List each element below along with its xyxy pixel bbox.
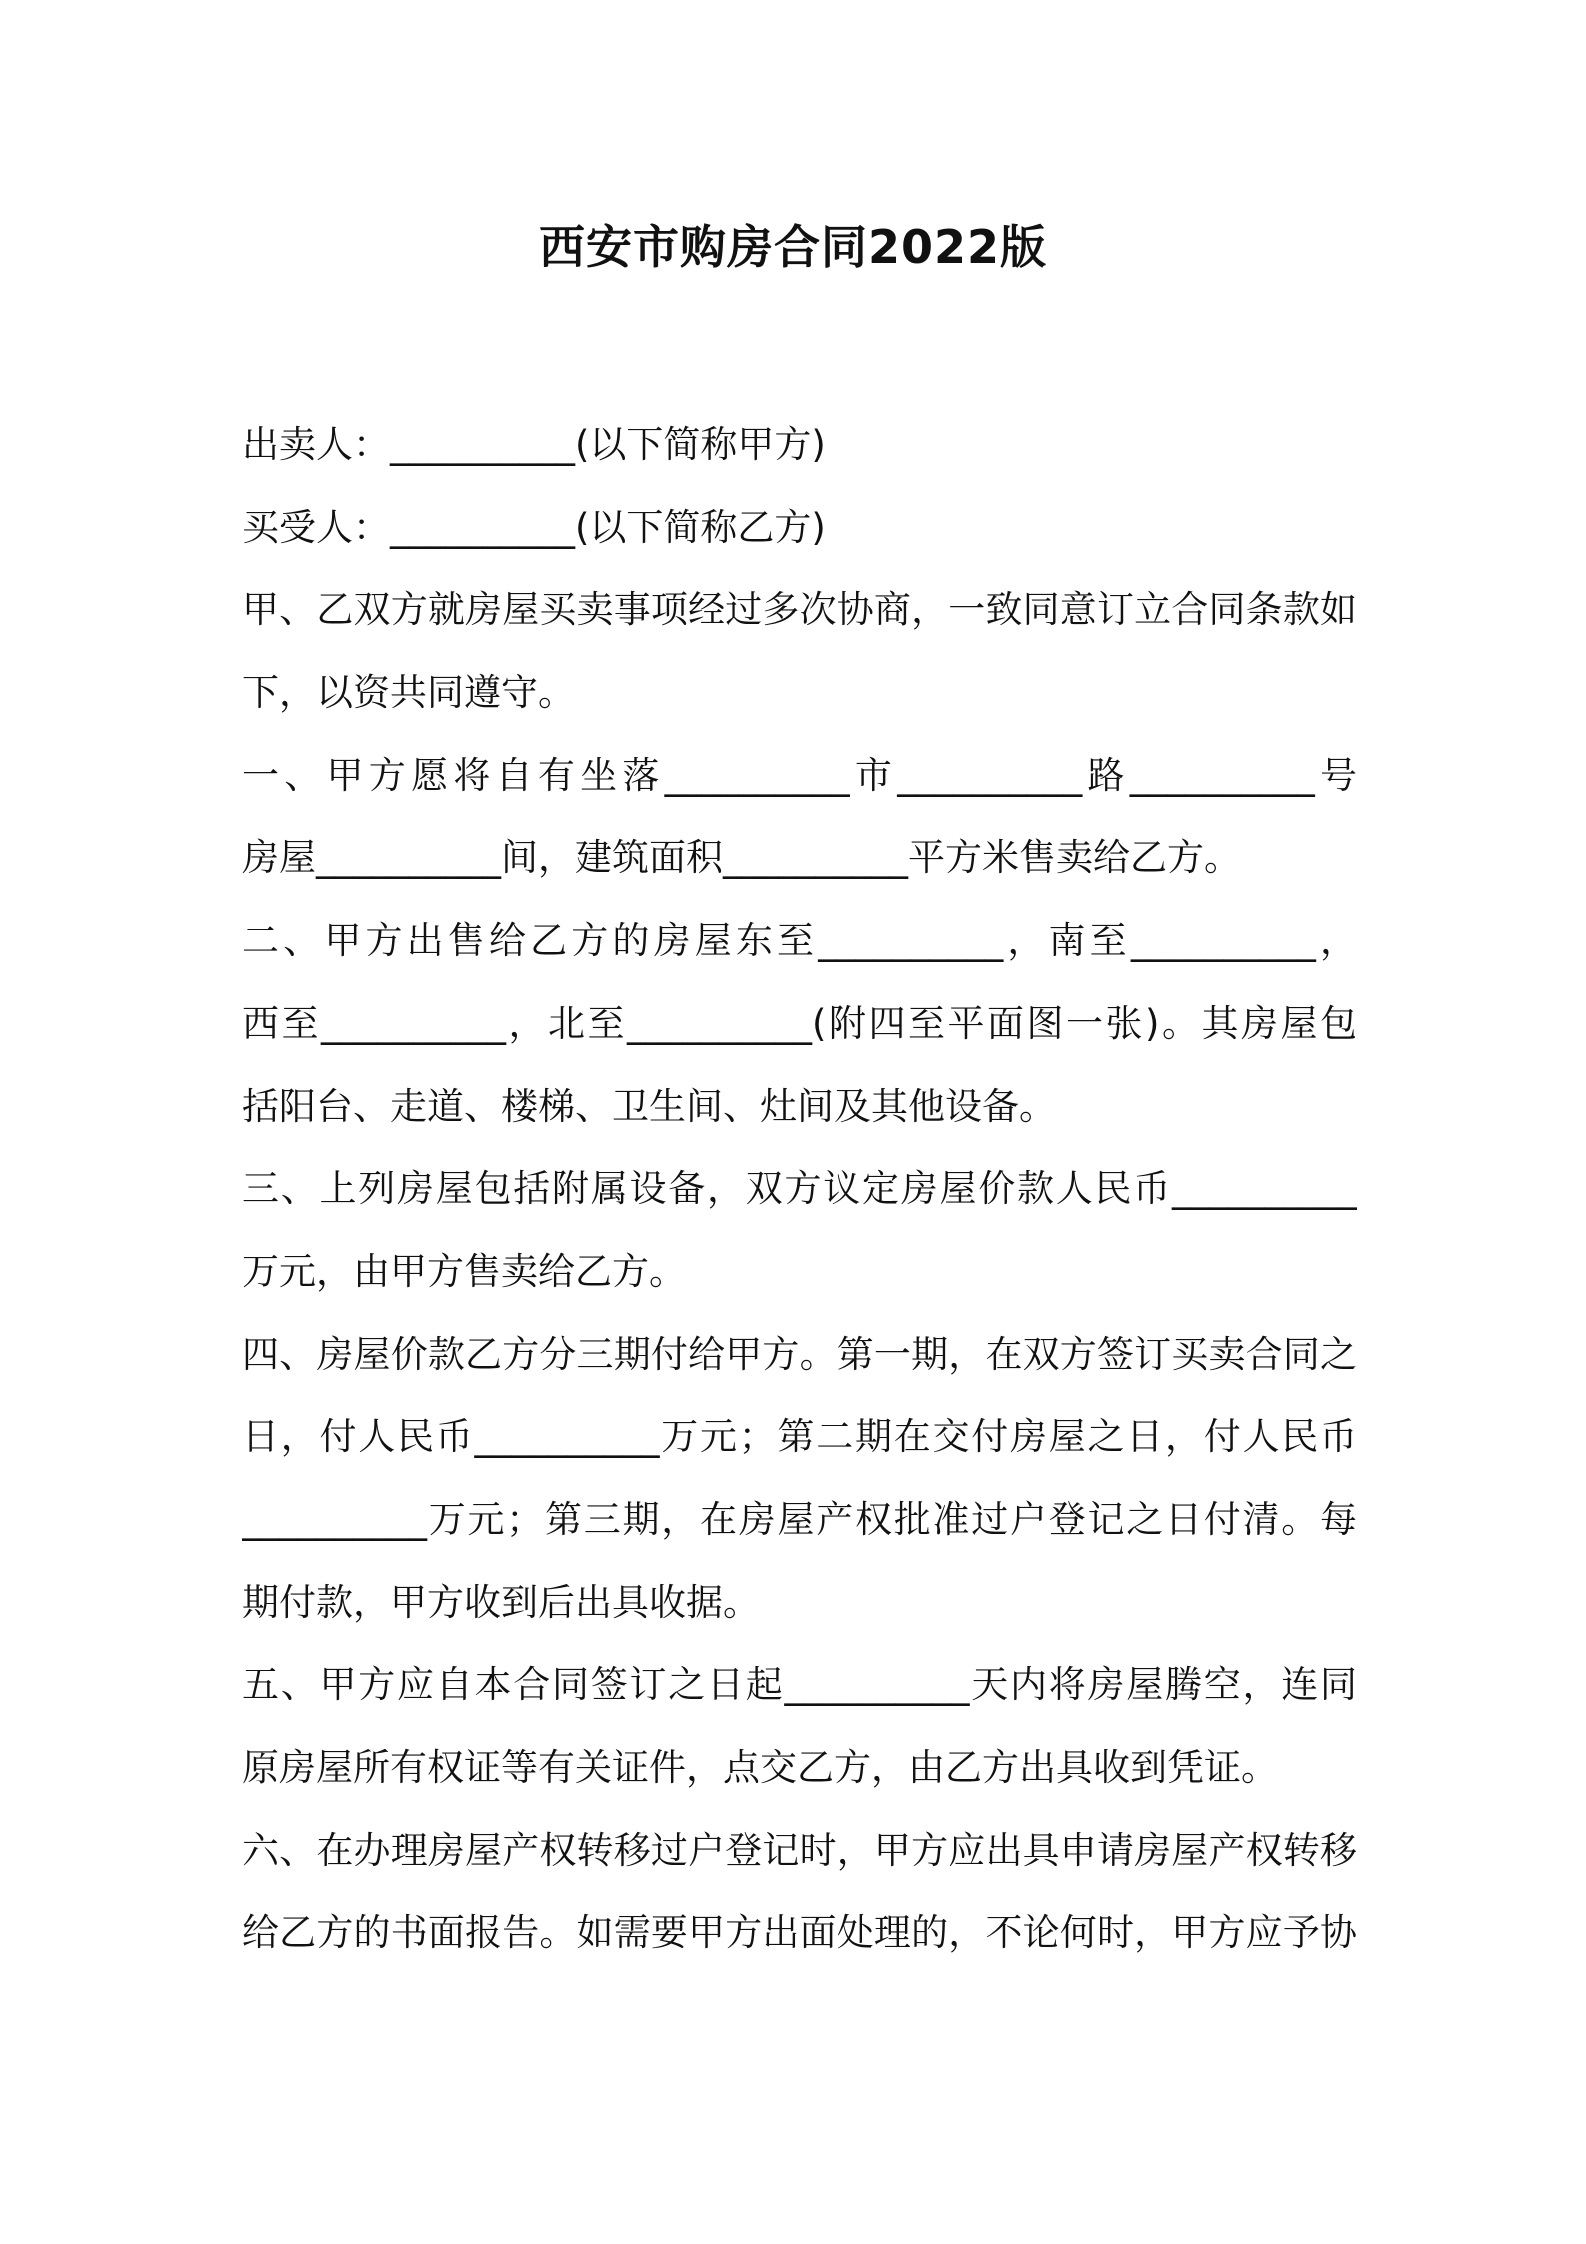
clause-6-line-2: 给乙方的书面报告。如需要甲方出面处理的，不论何时，甲方应予协 [242,1911,1357,1955]
clause-4-line-2: 日，付人民币__________万元；第二期在交付房屋之日，付人民币 [242,1415,1357,1459]
clause-4-line-1: 四、房屋价款乙方分三期付给甲方。第一期，在双方签订买卖合同之 [242,1332,1357,1376]
buyer-line: 买受人：__________(以下简称乙方) [242,505,826,549]
clause-2-line-2: 西至__________，北至__________(附四至平面图一张)。其房屋包 [242,1001,1357,1045]
clause-5-line-2: 原房屋所有权证等有关证件，点交乙方，由乙方出具收到凭证。 [242,1746,1278,1789]
clause-3-line-2: 万元，由甲方售卖给乙方。 [242,1249,686,1293]
clause-4-line-3: __________万元；第三期，在房屋产权批准过户登记之日付清。每 [242,1497,1357,1541]
clause-3-line-1: 三、上列房屋包括附属设备，双方议定房屋价款人民币__________ [242,1167,1357,1211]
clause-5-line-1: 五、甲方应自本合同签订之日起__________天内将房屋腾空，连同 [242,1663,1357,1707]
clause-1-line-2: 房屋__________间，建筑面积__________平方米售卖给乙方。 [242,836,1241,880]
intro-line-1: 甲、乙双方就房屋买卖事项经过多次协商，一致同意订立合同条款如 [242,588,1357,632]
document-title: 西安市购房合同2022版 [538,220,1048,274]
clause-4-line-4: 期付款，甲方收到后出具收据。 [242,1580,760,1624]
clause-1-line-1: 一、甲方愿将自有坐落__________市__________路__________号 [242,753,1357,797]
clause-6-line-1: 六、在办理房屋产权转移过户登记时，甲方应出具申请房屋产权转移 [242,1828,1357,1872]
contract-body [242,404,1357,1975]
intro-line-2: 下，以资共同遵守。 [242,671,575,715]
seller-line: 出卖人：__________(以下简称甲方) [242,423,826,466]
clause-2-line-1: 二、甲方出售给乙方的房屋东至__________，南至__________， [242,919,1357,963]
clause-2-line-3: 括阳台、走道、楼梯、卫生间、灶间及其他设备。 [242,1084,1056,1128]
